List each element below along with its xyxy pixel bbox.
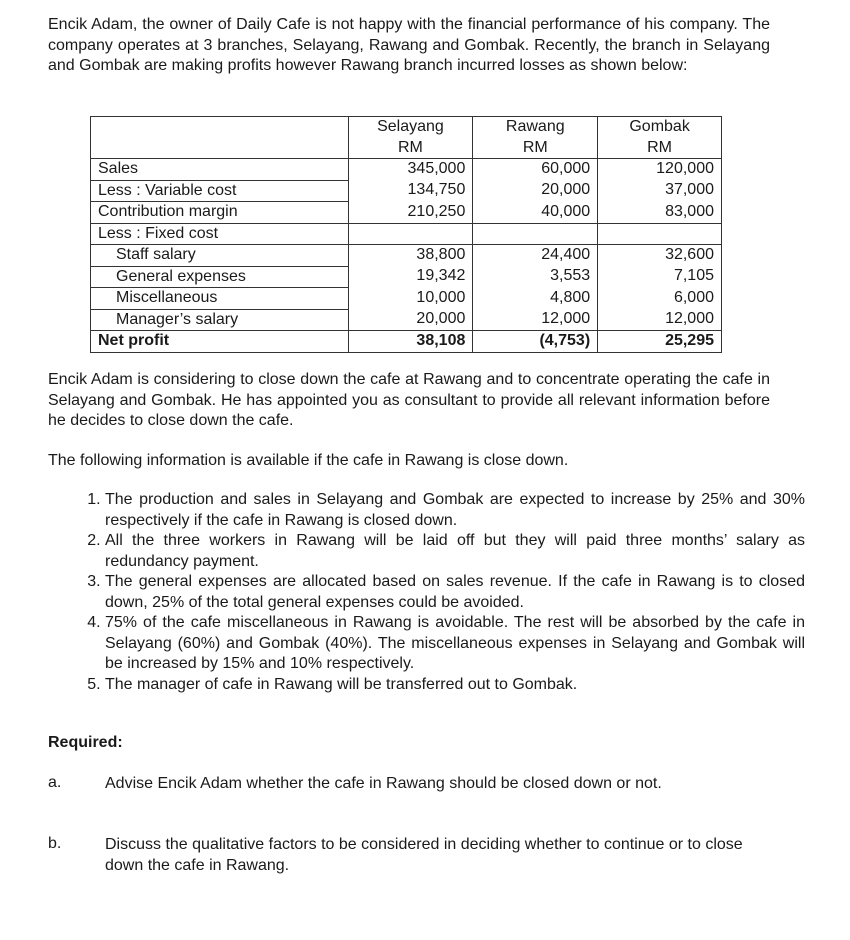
row-label: General expenses: [91, 266, 349, 288]
row-label: Miscellaneous: [91, 288, 349, 310]
cell-value: [348, 223, 473, 245]
table-row: [91, 223, 722, 245]
row-label: Net profit: [91, 331, 349, 353]
cell-value: 20,000: [348, 309, 473, 331]
cell-value: 24,400: [473, 245, 598, 267]
header-branch-selayang: Selayang: [348, 117, 473, 138]
row-label: Manager’s salary: [91, 309, 349, 331]
row-label: Staff salary: [91, 245, 349, 267]
following-paragraph: The following information is available if the cafe in Rawang is close down.: [48, 452, 569, 469]
table-row: [91, 245, 722, 267]
table-row: [91, 202, 722, 224]
required-heading: Required:: [48, 734, 123, 751]
list-item: 4. 75% of the cafe miscellaneous in Rawang is avoidable. The rest will be absorbed by the cafe in Selayang (60%) and Gombak (40%). The miscellaneous expenses in Selayang and Gombak will be increased by 15% and 10% respectively.: [105, 613, 805, 675]
list-item: 2. All the three workers in Rawang will be laid off but they will paid three months’ salary as redundancy payment.: [105, 531, 805, 572]
table-row: [91, 159, 722, 181]
row-label: Contribution margin: [91, 202, 349, 224]
required-item-text: Discuss the qualitative factors to be considered in deciding whether to continue or to close down the cafe in Rawang.: [105, 836, 743, 874]
cell-value: 25,295: [598, 331, 722, 353]
cell-value: 4,800: [473, 288, 598, 310]
header-branch-gombak: Gombak: [598, 117, 722, 138]
cell-value: 134,750: [348, 180, 473, 202]
required-item-letter: b.: [48, 835, 62, 852]
cell-value: 37,000: [598, 180, 722, 202]
cell-value: 210,250: [348, 202, 473, 224]
cell-value: 12,000: [473, 309, 598, 331]
cell-value: 60,000: [473, 159, 598, 181]
cell-value: 120,000: [598, 159, 722, 181]
cell-value: 40,000: [473, 202, 598, 224]
cell-value: 6,000: [598, 288, 722, 310]
currency-selayang: RM: [348, 138, 473, 159]
cell-value: 7,105: [598, 266, 722, 288]
required-item-letter: a.: [48, 774, 62, 791]
cell-value: [598, 223, 722, 245]
consider-paragraph: Encik Adam is considering to close down the cafe at Rawang and to concentrate operating the cafe in Selayang and Gombak. He has appointed you as consultant to provide all relevant information before he decides to close down the cafe.: [48, 371, 770, 429]
table-header-row: [91, 117, 722, 138]
financial-table: [90, 116, 722, 353]
currency-blank-cell: [91, 138, 349, 159]
table-row: [91, 288, 722, 310]
cell-value: (4,753): [473, 331, 598, 353]
list-item: 3. The general expenses are allocated based on sales revenue. If the cafe in Rawang is to closed down, 25% of the total general expenses could be avoided.: [105, 572, 805, 613]
currency-gombak: RM: [598, 138, 722, 159]
table-currency-row: [91, 138, 722, 159]
cell-value: 3,553: [473, 266, 598, 288]
cell-value: 19,342: [348, 266, 473, 288]
header-blank-cell: [91, 117, 349, 138]
row-label: Less : Fixed cost: [91, 223, 349, 245]
cell-value: 83,000: [598, 202, 722, 224]
currency-rawang: RM: [473, 138, 598, 159]
required-item-text: Advise Encik Adam whether the cafe in Rawang should be closed down or not.: [105, 775, 662, 792]
information-list: [70, 490, 805, 695]
intro-paragraph: Encik Adam, the owner of Daily Cafe is not happy with the financial performance of his company. The company operates at 3 branches, Selayang, Rawang and Gombak. Recently, the branch in Selayang and Gombak are making profits however Rawang branch incurred losses as shown below:: [48, 16, 770, 74]
row-label: Less : Variable cost: [91, 180, 349, 202]
cell-value: 38,800: [348, 245, 473, 267]
table-row-net-profit: [91, 331, 722, 353]
cell-value: 38,108: [348, 331, 473, 353]
row-label: Sales: [91, 159, 349, 181]
cell-value: 20,000: [473, 180, 598, 202]
cell-value: 10,000: [348, 288, 473, 310]
list-item: 5. The manager of cafe in Rawang will be transferred out to Gombak.: [105, 675, 805, 696]
list-item: 1. The production and sales in Selayang and Gombak are expected to increase by 25% and 30% respectively if the cafe in Rawang is closed down.: [105, 490, 805, 531]
cell-value: 32,600: [598, 245, 722, 267]
table-row: [91, 180, 722, 202]
table-row: [91, 309, 722, 331]
header-branch-rawang: Rawang: [473, 117, 598, 138]
table-row: [91, 266, 722, 288]
cell-value: 345,000: [348, 159, 473, 181]
cell-value: 12,000: [598, 309, 722, 331]
cell-value: [473, 223, 598, 245]
